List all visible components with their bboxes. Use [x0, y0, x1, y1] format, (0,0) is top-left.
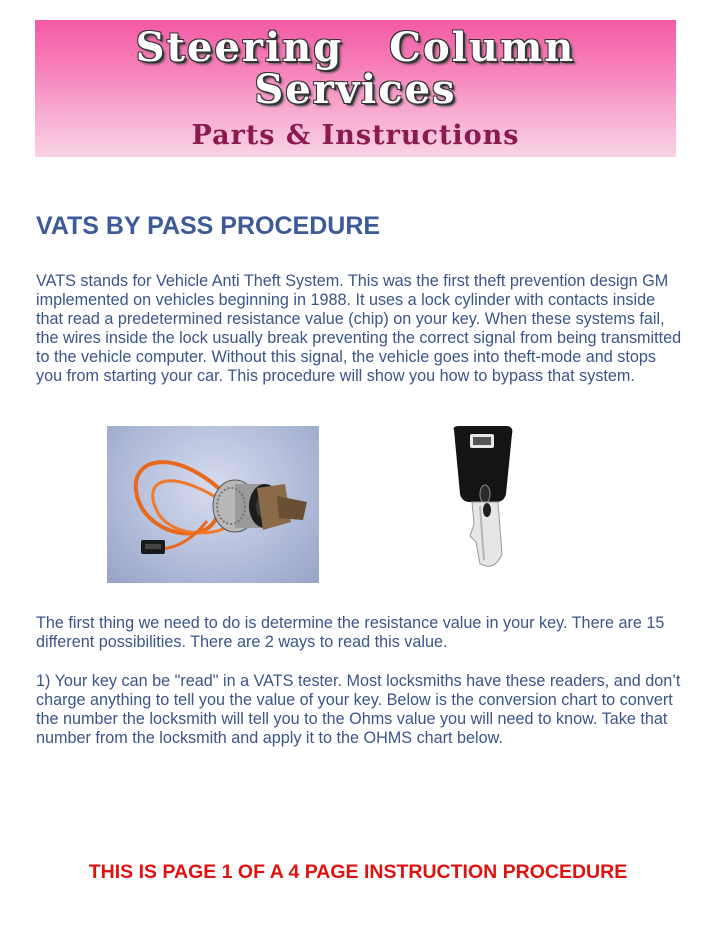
header-banner — [35, 20, 676, 157]
step1-paragraph: 1) Your key can be "read" in a VATS tester. Most locksmiths have these readers, and don’t charge anything to tell you the value of your key. Below is the conversion chart to convert the number the locksmith will tell you to the Ohms value you will need to know. Take that number from the locksmith and apply it to the OHMS chart below. — [36, 672, 681, 747]
vats-key-illustration — [440, 424, 535, 570]
lock-cylinder-photo — [107, 426, 319, 583]
banner-title-line2: Services — [254, 66, 457, 113]
resistance-paragraph: The first thing we need to do is determine the resistance value in your key. There are 15 different possibilities. There are 2 ways to read this value. — [36, 614, 665, 651]
banner-title-line1: Steering Column — [135, 24, 576, 71]
lock-cylinder-illustration — [107, 426, 319, 583]
page-notice: THIS IS PAGE 1 OF A 4 PAGE INSTRUCTION PROCEDURE — [88, 861, 628, 883]
page-title: VATS BY PASS PROCEDURE — [36, 212, 381, 240]
intro-paragraph: VATS stands for Vehicle Anti Theft System. This was the first theft prevention design GM implemented on vehicles beginning in 1988. It uses a lock cylinder with contacts inside that read a predetermined resistance value (chip) on your key. When these systems fail, the wires inside the lock usually break preventing the correct signal from being transmitted to the vehicle computer. Without this signal, the vehicle goes into theft-mode and stops you from starting your car. This procedure will show you how to bypass that system. — [36, 272, 682, 385]
banner-subtitle: Parts & Instructions — [191, 120, 520, 151]
vats-key-photo — [440, 424, 535, 570]
